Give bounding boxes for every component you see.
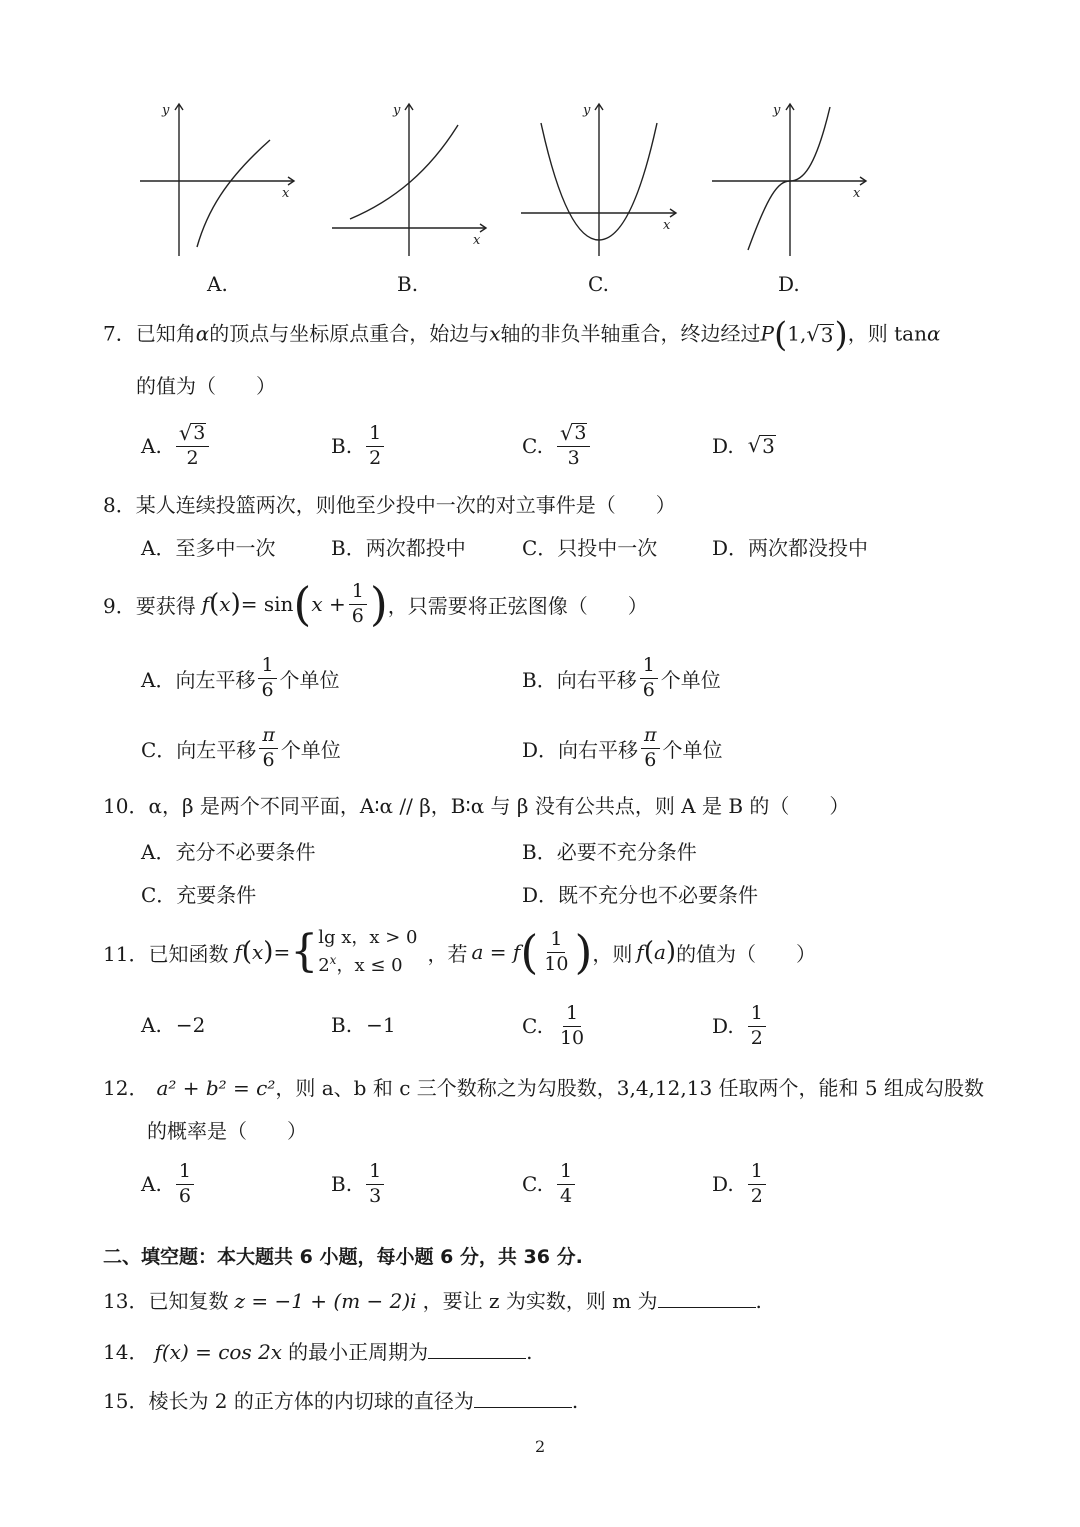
question-11-stem: 11． 已知函数 f ( x ) = { lg x，x > 0 2$^x$，x ≤ 0 ，若 a = f ( $\frac{1}{10}$ ) ，则 f ( a ) 的值为（ ） [103,925,817,979]
q7-text-a: 已知角 [135,321,196,346]
q11-option-c: C. $\frac{1}{10}$ [522,1001,585,1049]
q8-option-c: C．只投中一次 [522,536,658,560]
graph-c-y-label: y [583,103,591,118]
q7-alpha-2: α [926,321,941,346]
q8-option-b: B．两次都投中 [331,536,466,560]
q11-option-b: B. −1 [331,1013,396,1037]
question-7-stem-line2: 的值为（ ） [136,374,276,398]
graph-c [521,104,676,256]
q7-option-b: B. $\frac{1}{2}$ [331,418,387,474]
question-8-stem: 8．某人连续投篮两次，则他至少投中一次的对立事件是（ ） [103,493,676,517]
q10-option-d: D．既不充分也不必要条件 [522,883,759,907]
q7-option-a: A. √ 3 2 [141,418,212,474]
q12-option-c: C. $\frac{1}{4}$ [522,1156,578,1212]
q9-option-a: A．向左平移 $\frac{1}{6}$ 个单位 [141,653,340,701]
graph-b-x-label: x [473,233,481,248]
q10-option-c: C．充要条件 [141,883,257,907]
graph-a-y-label: y [162,103,170,118]
q14-answer-blank[interactable] [428,1340,526,1359]
q7-one: 1, [787,321,807,346]
q12-option-d: D. $\frac{1}{2}$ [712,1156,769,1212]
q11-option-d: D. $\frac{1}{2}$ [712,998,769,1054]
q8-option-d: D．两次都没投中 [712,536,869,560]
graph-b-option: B. [397,272,419,296]
q11-option-a: A. −2 [141,1013,206,1037]
q12-option-a: A. $\frac{1}{6}$ [141,1156,197,1212]
question-13: 13．已知复数 z = −1 + (m − 2)i ，要让 z 为实数，则 m 为 . [103,1289,762,1313]
graph-c-option: C. [588,272,609,296]
q7-point: P [760,321,774,346]
graph-d-option: D. [778,272,800,296]
graph-a [140,104,294,256]
q7-text-c: 轴的非负半轴重合，终边经过 [500,321,761,346]
q11-case-1: lg x，x > 0 [318,927,418,949]
question-14: 14． f(x) = cos 2x 的最小正周期为 . [103,1340,533,1364]
q12-option-b: B. $\frac{1}{3}$ [331,1156,387,1212]
q7-option-d: D. √ 3 [712,433,775,458]
function-graphs [0,0,1080,300]
q7-text-d: ，则 tan [847,321,927,346]
q7-option-c: C. √ 3 3 [522,418,593,474]
question-10-stem: 10．α，β 是两个不同平面，A∶α // β，B∶α 与 β 没有公共点，则 A 是 B 的（ ） [103,794,850,818]
graph-a-option: A. [207,272,228,296]
q7-sqrt3: 3 [820,322,834,347]
q7-alpha: α [195,321,210,346]
question-12-stem: 12． a² + b² = c²，则 a、b 和 c 三个数称之为勾股数，3,4,12,13 任取两个，能和 5 组成勾股数 [103,1076,984,1100]
q7-x: x [489,321,501,346]
graph-b [332,104,486,256]
question-9-stem: 9． 要获得 f ( x ) = sin ( x + $\frac{1}{6}$ ) ，只需要将正弦图像（ ） [103,577,648,631]
question-7-stem: 7．已知角α的顶点与坐标原点重合，始边与x轴的非负半轴重合，终边经过P(1, √ 3 )，则 tanα [103,315,941,355]
q10-option-b: B．必要不充分条件 [522,840,697,864]
graph-d-y-label: y [773,103,781,118]
question-12-stem-line2: 的概率是（ ） [147,1119,307,1143]
q7-number: 7． [103,321,136,346]
graph-b-y-label: y [393,103,401,118]
page-number: 2 [535,1437,546,1456]
q9-option-c: C．向左平移 $\frac{\pi}{6}$ 个单位 [141,723,341,771]
q8-option-a: A．至多中一次 [141,536,276,560]
q10-option-a: A．充分不必要条件 [141,840,316,864]
graph-c-x-label: x [663,218,671,233]
q13-answer-blank[interactable] [658,1289,756,1308]
section-2-heading: 二、填空题：本大题共 6 小题，每小题 6 分，共 36 分. [103,1246,583,1268]
q15-answer-blank[interactable] [474,1389,572,1408]
graph-a-x-label: x [282,186,290,201]
q11-case-2: 2$^x$，x ≤ 0 [318,952,403,976]
q9-option-d: D．向右平移 $\frac{\pi}{6}$ 个单位 [522,723,723,771]
q9-option-b: B．向右平移 $\frac{1}{6}$ 个单位 [522,653,721,701]
question-15: 15．棱长为 2 的正方体的内切球的直径为 . [103,1389,579,1413]
q7-text-b: 的顶点与坐标原点重合，始边与 [209,321,490,346]
graph-d-x-label: x [853,186,861,201]
graph-d [712,104,866,256]
